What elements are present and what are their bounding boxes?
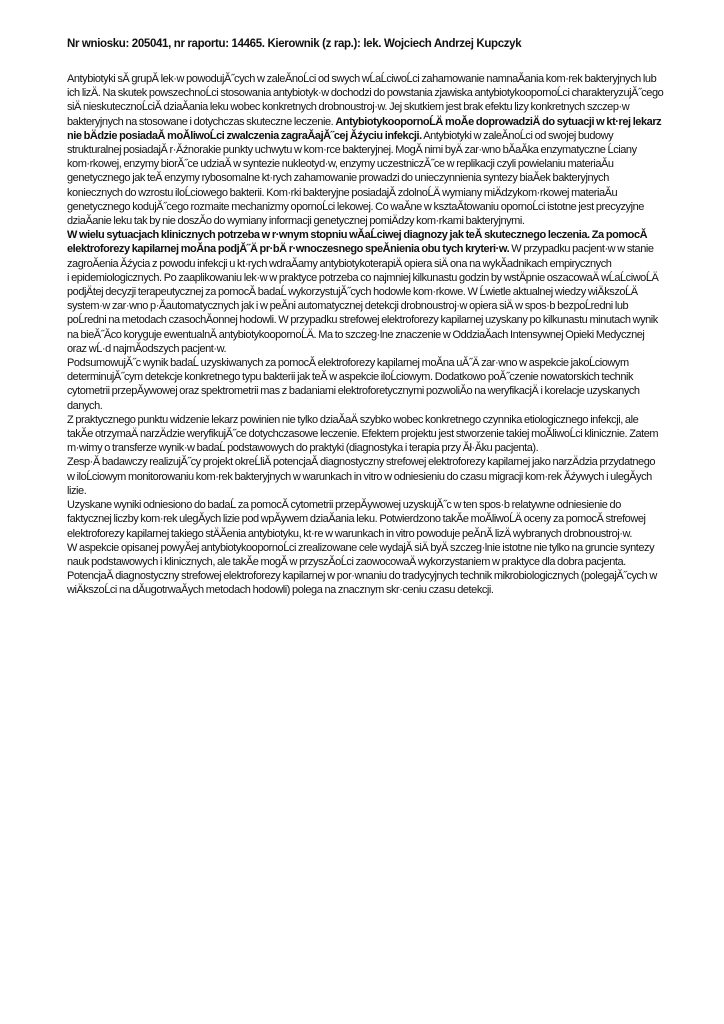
body-paragraph [67,455,664,498]
body-paragraph [67,356,664,413]
body-paragraph [67,271,664,356]
text-run: PotencjaĂ diagnostyczny strefowej elektroforezy kapilarnej w por·wnaniu do tradycyjnych technik mikrobiologicznych (polegajĂ˝cych w wiÄkszoĹci na dĂugotrwaĂych metodach hodowli) polega na znacznym skr·ceniu czasu detekcji. [67,570,657,597]
report-body [67,72,664,598]
text-run: Antybiotyki w zaleĂnoĹci od swojej budowy strukturalnej posiadajĂ r·Ăźnorakie punkty uchwytu w kom·rce bakteryjnej. MogĂ nimi byÄ zar·wno bĂaĂka enzymatyczne Ĺciany kom·rkowej, enzymy biorĂ˝ce udziaĂ w syntezie nukleotyd·w, enzymy uczestniczĂ˝ce w replikacji czyli powielaniu materiaĂu genetycznego jak teĂ enzymy rybosomalne kt·rych zahamowanie prowadzi do unieczynnienia syntezy biaĂek bakteryjnych koniecznych do wzrostu iloĹciowego bakterii. Kom·rki bakteryjne posiadajĂ zdolnoĹÄ wymiany miÄdzykom·rkowej materiaĂu genetycznego kodujĂ˝cego rozmaite mechanizmy opornoĹci lekowej. Co waĂne w ksztaĂtowaniu opornoĹci istotne jest precyzyjne dziaĂanie leku tak by nie doszĂo do wymiany informacji genetycznej pomiÄdzy kom·rkami bakteryjnymi. [67,129,644,228]
body-paragraph [67,413,664,456]
bold-text-run: W wielu sytuacjach klinicznych potrzeba w r·wnym stopniu wĂaĹciwej diagnozy jak teĂ skutecznego leczenia. Za pomocĂ elektroforezy kapilarnej moĂna podjĂ˝Ä pr·bÄ r·wnoczesnego speĂnienia obu tych kryteri·w. [67,229,648,256]
text-run: Uzyskane wyniki odniesiono do badaĹ za pomocĂ cytometrii przepĂywowej uzyskujĂ˝c w ten spos·b relatywne odniesienie do faktycznej liczby kom·rek ulegĂych lizie pod wpĂywem dziaĂania leku. Potwierdzono takĂe moĂliwoĹÄ oceny za pomocĂ strefowej elektroforezy kapilarnej takiego stÄĂenia antybiotyku, kt·re w warunkach in vitro powoduje peĂnĂ lizÄ wybranych drobnoustroj·w. [67,499,646,540]
body-paragraph [67,498,664,541]
body-paragraph [67,569,664,597]
body-paragraph [67,72,664,228]
text-run: i epidemiologicznych. Po zaaplikowaniu lek·w w praktyce potrzeba co najmniej kilkunastu godzin by wstÄpnie oszacowaÄ wĹaĹciwoĹÄ podjÄtej decyzji terapeutycznej za pomocĂ badaĹ wykorzystujĂ˝cych hodowle kom·rkowe. W Ĺwietle aktualnej wiedzy wiÄkszoĹÄ system·w zar·wno p·Ăautomatycznych jak i w peĂni automatycznej detekcji drobnoustroj·w opiera siÄ w spos·b bezpoĹredni lub poĹredni na metodach czasochĂonnej hodowli. W przypadku strefowej elektroforezy kapilarnej uzyskany po kilkunastu minutach wynik na bieĂ˝Ăco koryguje ewentualnĂ antybiotykoopornoĹÄ. Ma to szczeg·lne znaczenie w OddziaĂach Intensywnej Opieki Medycznej oraz wĹ·d najmĂodszych pacjent·w. [67,271,659,355]
bold-text-run: AntybiotykoopornoĹÄ moĂe doprowadziÄ do sytuacji w kt·rej lekarz nie bÄdzie posiadaĂ moĂliwoĹci zwalczenia zagraĂajĂ˝cej Ăźyciu infekcji. [67,115,662,142]
body-paragraph [67,541,664,569]
text-run: W aspekcie opisanej powyĂej antybiotykoopornoĹci zrealizowane cele wydajĂ siÄ byÄ szczeg·lnie istotne nie tylko na gruncie syntezy nauk podstawowych i klinicznych, ale takĂe mogĂ w przyszĂoĹci zaowocowaÄ wykorzystaniem w praktyce dla dobra pacjenta. [67,541,655,568]
body-paragraph [67,228,664,271]
text-run: Z praktycznego punktu widzenie lekarz powinien nie tylko dziaĂaÄ szybko wobec konkretnego czynnika etiologicznego infekcji, ale takĂe otrzymaÄ narzÄdzie weryfikujĂ˝ce dotychczasowe leczenie. Efektem projektu jest stworzenie takiej moĂliwoĹci klinicznie. Zatem m·wimy o transferze wynik·w badaĹ podstawowych do praktyki (diagnostyka i terapia przy Ăł·Ăku pacjenta). [67,413,659,455]
text-run: Zesp·Ă badawczy realizujĂ˝cy projekt okreĹliĂ potencjaĂ diagnostyczny strefowej elektroforezy kapilarnej jako narzÄdzia przydatnego w iloĹciowym monitorowaniu kom·rek bakteryjnych w warunkach in vitro w odniesieniu do czasu migracji kom·rek Ăźywych i ulegĂych lizie. [67,456,656,497]
text-run: Antybiotyki sĂ grupĂ lek·w powodujĂ˝cych w zaleĂnoĹci od swych wĹaĹciwoĹci zahamowanie namnaĂania kom·rek bakteryjnych lub ich lizÄ. Na skutek powszechnoĹci stosowania antybiotyk·w dochodzi do powstania zjawiska antybiotykoopornoĹci charakteryzujĂ˝cego siÄ nieskutecznoĹciĂ dziaĂania leku wobec konkretnych drobnoustroj·w. Jej skutkiem jest brak efektu lizy konkretnych szczep·w bakteryjnych na stosowane i dotychczas skuteczne leczenie. [67,73,664,128]
text-run: PodsumowujĂ˝c wynik badaĹ uzyskiwanych za pomocĂ elektroforezy kapilarnej moĂna uĂ˝Ä zar·wno w aspekcie jakoĹciowym determinujĂ˝cym detekcje konkretnego typu bakterii jak teĂ w aspekcie iloĹciowym. Dodatkowo poĂ˝czenie nowatorskich technik cytometrii przepĂywowej oraz spektrometrii mas z badaniami elektroforetycznymi pozwoliĂo na weryfikacjÄ i korelacje uzyskanych danych. [67,357,640,412]
text-run: W przypadku pacjent·w w stanie zagroĂenia Ăźycia z powodu infekcji u kt·rych wdraĂamy antybiotykoterapiÄ opiera siÄ ona na wykĂadnikach empirycznych [67,243,654,270]
report-header: Nr wniosku: 205041, nr raportu: 14465. Kierownik (z rap.): lek. Wojciech Andrzej Kupczyk [67,38,522,50]
